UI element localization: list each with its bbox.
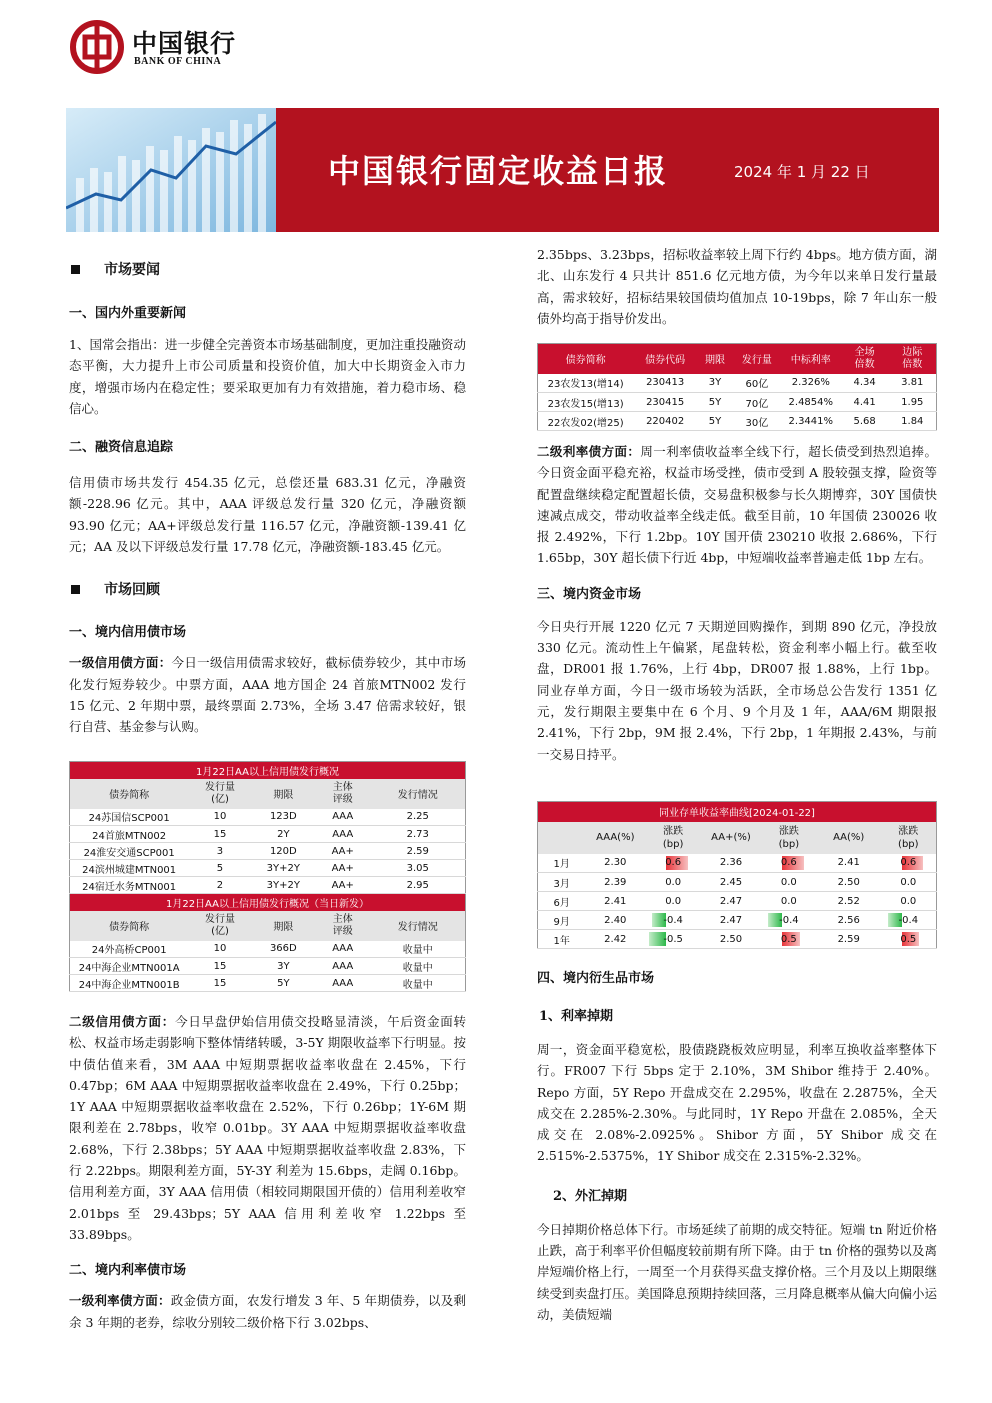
column-header: AA(%) bbox=[817, 822, 881, 854]
bank-logo bbox=[70, 20, 270, 72]
change-cell bbox=[881, 892, 937, 911]
table-header-row bbox=[70, 911, 466, 941]
yield-cell: 2.36 bbox=[701, 854, 761, 873]
paragraph-secondary-rates: 二级利率债方面：周一利率债收益率全线下行，超长债受到热烈追捧。今日资金面平稳充裕，权益市场受挫，债市受到 A 股较强支撑，险资等配置盘继续稳定配置超长债，交易盘积极参与长久期博弈，30Y 国债快速减点成交，带动收益率全线走低。截至目前，10 年国债 230026 收报 2.492%，下行 1.2bp。10Y 国开债 230210 收报 2.686%，下行 1.65bp，30Y 超长债下行近 4bp，中短端收益率普遍走低 1bp 左右。 bbox=[537, 444, 937, 566]
report-banner bbox=[66, 108, 939, 232]
yield-cell: 2.39 bbox=[585, 873, 645, 892]
table-cell: 3Y+2Y bbox=[252, 877, 315, 894]
change-value: -0.4 bbox=[898, 914, 919, 926]
subheading-financing: 二、融资信息追踪 bbox=[69, 440, 174, 456]
table-cell: AAA bbox=[315, 826, 370, 843]
table-cell: AA+ bbox=[315, 860, 370, 877]
table-header-row bbox=[538, 822, 937, 854]
table-cell: 1.84 bbox=[889, 412, 937, 431]
table-cell: 收量中 bbox=[370, 958, 465, 975]
change-value: 0.0 bbox=[900, 876, 917, 888]
column-header: 涨跌 (bp) bbox=[761, 822, 817, 854]
table-row bbox=[70, 941, 466, 958]
change-value: 0.0 bbox=[780, 895, 797, 907]
yield-cell: 2.52 bbox=[817, 892, 881, 911]
table-cell: 120D bbox=[252, 843, 315, 860]
table-cell: 3.05 bbox=[370, 860, 465, 877]
table-row bbox=[538, 412, 937, 431]
table-row bbox=[70, 809, 466, 826]
table-header-row bbox=[70, 779, 466, 809]
table-cell: 5 bbox=[188, 860, 251, 877]
table-row bbox=[70, 975, 466, 992]
yield-cell: 2.41 bbox=[817, 854, 881, 873]
paragraph-primary-rates: 一级利率债方面：政金债方面，农发行增发 3 年、5 年期债券，以及剩余 3 年期的老券，综收分别较二级价格下行 3.02bps、 bbox=[69, 1293, 466, 1330]
table-cell: 3.81 bbox=[889, 374, 937, 393]
bank-of-china-emblem-icon bbox=[70, 20, 124, 74]
change-cell bbox=[881, 930, 937, 949]
table-cell: 2.95 bbox=[370, 877, 465, 894]
square-bullet-icon bbox=[71, 585, 80, 594]
change-value: 0.0 bbox=[780, 876, 797, 888]
change-value: -0.4 bbox=[779, 914, 799, 926]
table-row bbox=[70, 877, 466, 894]
subheading-credit: 一、境内信用债市场 bbox=[69, 625, 187, 641]
table-cell: 24宿迁水务MTN001 bbox=[70, 877, 189, 894]
tenor-cell: 1月 bbox=[538, 854, 586, 873]
subheading-news: 一、国内外重要新闻 bbox=[69, 306, 187, 321]
paragraph-secondary-credit: 二级信用债方面：今日早盘伊始信用债交投略显清淡，午后资金面转松、权益市场走弱影响下整体情绪转暖，3-5Y 期限收益率下行明显。按中债估值来看，3M AAA 中短期票据收益率收盘在 2.45%，下行 0.47bp；6M AAA 中短期票据收益率收盘在 2.49%，下行 0.25bp；1Y AAA 中短期票据收益率收盘在 2.52%，下行 0.26bp；1Y-6M 期限利差在 2.78bps，收窄 0.01bp。3Y AAA 中短期票据收益率收盘 2.68%，下行 2.38bps；5Y AAA 中短期票据收益率收盘 2.83%，下行 2.22bps。期限利差方面，5Y-3Y 利差为 15.6bps，走阔 0.16bp。信用利差方面，3Y AAA 信用债（相较同期限国开债的）信用利差收窄 2.01bps 至 29.43bps；5Y AAA 信用利差收窄 1.22bps 至 33.89bps。 bbox=[69, 1014, 466, 1242]
change-value: 0.5 bbox=[900, 933, 917, 945]
table-cell: 1.95 bbox=[889, 393, 937, 412]
column-header: 发行情况 bbox=[370, 911, 465, 941]
table-cell: 2.326% bbox=[781, 374, 841, 393]
table-cell: 5Y bbox=[697, 393, 733, 412]
table-cell: 5Y bbox=[252, 975, 315, 992]
change-cell bbox=[761, 892, 817, 911]
change-value: 0.6 bbox=[665, 857, 682, 869]
tenor-cell: 1年 bbox=[538, 930, 586, 949]
table-cell: 366D bbox=[252, 941, 315, 958]
column-header bbox=[538, 822, 586, 854]
table-cell: 70亿 bbox=[733, 393, 781, 412]
table-cell: 2.59 bbox=[370, 843, 465, 860]
left-column-continued bbox=[69, 1011, 466, 1333]
column-header: 中标利率 bbox=[781, 344, 841, 374]
tenor-cell: 9月 bbox=[538, 911, 586, 930]
table-cell: 60亿 bbox=[733, 374, 781, 393]
table-cell: 24滨州城建MTN001 bbox=[70, 860, 189, 877]
table-cell: 230413 bbox=[633, 374, 697, 393]
subheading-money-market: 三、境内资金市场 bbox=[537, 586, 642, 602]
change-cell bbox=[881, 911, 937, 930]
subheading-fx-swap: 2、外汇掉期 bbox=[553, 1188, 628, 1204]
table-cell: 5Y bbox=[697, 412, 733, 431]
table-cell: 2.4854% bbox=[781, 393, 841, 412]
table-cell: 收量中 bbox=[370, 975, 465, 992]
table-row bbox=[538, 393, 937, 412]
table-cell: 3Y bbox=[697, 374, 733, 393]
report-date: 2024 年 1 月 22 日 bbox=[734, 163, 870, 181]
column-header: 发行量 (亿) bbox=[188, 779, 251, 809]
column-header: 债券简称 bbox=[70, 911, 189, 941]
change-cell bbox=[881, 873, 937, 892]
table-title-new-issues: 1月22日AA以上信用债发行概况（当日新发） bbox=[70, 894, 466, 911]
yield-cell: 2.41 bbox=[585, 892, 645, 911]
column-header: AAA(%) bbox=[585, 822, 645, 854]
table-cell: 24淮安交通SCP001 bbox=[70, 843, 189, 860]
column-header: 期限 bbox=[697, 344, 733, 374]
table-row bbox=[70, 826, 466, 843]
ncd-yield-curve-table bbox=[537, 801, 937, 949]
change-cell bbox=[645, 892, 701, 911]
change-value: 0.6 bbox=[900, 857, 917, 869]
column-header: 期限 bbox=[252, 911, 315, 941]
table-cell: 10 bbox=[188, 941, 251, 958]
table-cell: 22农发02(增25) bbox=[538, 412, 634, 431]
table-cell: 24首旅MTN002 bbox=[70, 826, 189, 843]
table-cell: AAA bbox=[315, 958, 370, 975]
paragraph-news: 1、国常会指出：进一步健全完善资本市场基础制度，更加注重投融资动态平衡，大力提升上市公司质量和投资价值，加大中长期资金入市力度，增强市场内在稳定性；要采取更加有力有效措施，着力稳市场、稳信心。 bbox=[69, 337, 466, 416]
report-title: 中国银行固定收益日报 bbox=[328, 152, 669, 190]
change-cell bbox=[645, 854, 701, 873]
yield-cell: 2.47 bbox=[701, 892, 761, 911]
table-row bbox=[70, 860, 466, 877]
right-column-derivatives bbox=[537, 967, 937, 1325]
table-cell: 4.41 bbox=[841, 393, 889, 412]
change-cell bbox=[881, 854, 937, 873]
paragraph-local-bonds: 2.35bps、3.23bps，招标收益率较上周下行约 4bps。地方债方面，湖北、山东发行 4 只共计 851.6 亿元地方债，为今年以来单日发行量最高，需求较好，招标结果较国债均值加点 10-19bps，除 7 年山东一般债外均高于指导价发出。 bbox=[537, 247, 937, 326]
right-column bbox=[537, 244, 937, 329]
table-cell: 30亿 bbox=[733, 412, 781, 431]
right-column-continued bbox=[537, 441, 937, 765]
change-value: 0.5 bbox=[780, 933, 797, 945]
table-cell: 4.34 bbox=[841, 374, 889, 393]
change-value: 0.0 bbox=[900, 895, 917, 907]
table-cell: AA+ bbox=[315, 877, 370, 894]
table-row bbox=[538, 873, 937, 892]
table-cell: 10 bbox=[188, 809, 251, 826]
column-header: 债券简称 bbox=[70, 779, 189, 809]
table-cell: 2.25 bbox=[370, 809, 465, 826]
yield-cell: 2.30 bbox=[585, 854, 645, 873]
table-row bbox=[538, 854, 937, 873]
tenor-cell: 3月 bbox=[538, 873, 586, 892]
table-cell: 23农发15(增13) bbox=[538, 393, 634, 412]
table-cell: 5.68 bbox=[841, 412, 889, 431]
yield-cell: 2.42 bbox=[585, 930, 645, 949]
change-value: 0.0 bbox=[665, 876, 682, 888]
change-cell bbox=[645, 930, 701, 949]
column-header: 期限 bbox=[252, 779, 315, 809]
logo-english-name: BANK OF CHINA bbox=[134, 56, 222, 67]
change-cell bbox=[645, 873, 701, 892]
table-row bbox=[538, 911, 937, 930]
change-cell bbox=[761, 930, 817, 949]
table-cell: 2 bbox=[188, 877, 251, 894]
column-header: AA+(%) bbox=[701, 822, 761, 854]
table-row bbox=[70, 843, 466, 860]
table-cell: 24中海企业MTN001B bbox=[70, 975, 189, 992]
table-cell: 123D bbox=[252, 809, 315, 826]
paragraph-fx-swap: 今日掉期价格总体下行。市场延续了前期的成交特征。短端 tn 附近价格止跌，高于利率平价但幅度较前期有所下降。由于 tn 价格的强势以及离岸短端价格上行，一周至一个月获得买盘支撑价格。三个月及以上期限继续受到卖盘打压。美国降息预期持续回落，三月降息概率从偏大向偏小运动，美债短端 bbox=[537, 1221, 938, 1322]
yield-cell: 2.40 bbox=[585, 911, 645, 930]
table-row bbox=[538, 374, 937, 393]
change-value: -0.5 bbox=[663, 933, 683, 945]
change-value: -0.4 bbox=[663, 914, 683, 926]
table-title: 同业存单收益率曲线[2024-01-22] bbox=[538, 802, 937, 822]
paragraph-financing: 信用债市场共发行 454.35 亿元，总偿还量 683.31 亿元，净融资额-228.96 亿元。其中，AAA 评级总发行量 320 亿元，净融资额 93.90 亿元；AA+评级总发行量 116.57 亿元，净融资额-139.41 亿元；AA 及以下评级总发行量 17.78 亿元，净融资额-183.45 亿元。 bbox=[69, 475, 466, 555]
column-header: 全场 倍数 bbox=[841, 344, 889, 374]
table-cell: 23农发13(增14) bbox=[538, 374, 634, 393]
yield-cell: 2.45 bbox=[701, 873, 761, 892]
table-cell: 2.73 bbox=[370, 826, 465, 843]
table-row bbox=[70, 958, 466, 975]
paragraph-primary-credit: 一级信用债方面：今日一级信用债需求较好，截标债券较少，其中市场化发行短券较少。中票方面，AAA 地方国企 24 首旅MTN002 发行 15 亿元、2 年期中票，最终票面 2.73%，全场 3.47 倍需求较好，银行自营、基金参与认购。 bbox=[69, 655, 466, 735]
table-cell: 3 bbox=[188, 843, 251, 860]
policy-bond-tender-table bbox=[537, 343, 937, 431]
change-cell bbox=[761, 854, 817, 873]
table-cell: AAA bbox=[315, 809, 370, 826]
column-header: 债券简称 bbox=[538, 344, 634, 374]
table-cell: 24中海企业MTN001A bbox=[70, 958, 189, 975]
table-cell: 220402 bbox=[633, 412, 697, 431]
table-row bbox=[538, 892, 937, 911]
table-cell: AAA bbox=[315, 941, 370, 958]
table-cell: 3Y+2Y bbox=[252, 860, 315, 877]
yield-cell: 2.50 bbox=[817, 873, 881, 892]
tenor-cell: 6月 bbox=[538, 892, 586, 911]
table-cell: 15 bbox=[188, 826, 251, 843]
table-cell: AA+ bbox=[315, 843, 370, 860]
change-cell bbox=[645, 911, 701, 930]
yield-cell: 2.47 bbox=[701, 911, 761, 930]
financial-chart-image bbox=[66, 108, 276, 232]
subheading-irs: 1、利率掉期 bbox=[539, 1009, 614, 1024]
column-header: 边际 倍数 bbox=[889, 344, 937, 374]
table-row bbox=[538, 930, 937, 949]
column-header: 主体 评级 bbox=[315, 911, 370, 941]
table-title: 1月22日AA以上信用债发行概况 bbox=[70, 762, 466, 779]
column-header: 发行情况 bbox=[370, 779, 465, 809]
change-cell bbox=[761, 911, 817, 930]
table-cell: 230415 bbox=[633, 393, 697, 412]
table-cell: 24苏国信SCP001 bbox=[70, 809, 189, 826]
table-header-row bbox=[538, 344, 937, 374]
column-header: 发行量 (亿) bbox=[188, 911, 251, 941]
subheading-derivatives: 四、境内衍生品市场 bbox=[537, 971, 655, 986]
credit-issuance-table bbox=[69, 761, 466, 992]
yield-cell: 2.50 bbox=[701, 930, 761, 949]
section-heading-review: 市场回顾 bbox=[69, 579, 466, 599]
table-cell: 收量中 bbox=[370, 941, 465, 958]
paragraph-irs: 周一，资金面平稳宽松，股债跷跷板效应明显，利率互换收益率整体下行。FR007 下行 5bps 定于 2.10%，3M Shibor 维持于 2.40%。Repo 方面，5Y Repo 开盘成交在 2.295%，收盘在 2.2875%，全天成交在 2.285%-2.30%。与此同时，1Y Repo 开盘在 2.085%，全天成交在 2.08%-2.0925%。Shibor 方面，5Y Shibor 成交在 2.515%-2.5375%，1Y Shibor 成交在 2.315%-2.32%。 bbox=[537, 1042, 937, 1164]
paragraph-money-market: 今日央行开展 1220 亿元 7 天期逆回购操作，到期 890 亿元，净投放 330 亿元。流动性上午偏紧，尾盘转松，资金利率小幅上行。截至收盘，DR001 报 1.76%，上行 4bp，DR007 报 1.88%，上行 1bp。同业存单方面，今日一级市场较为活跃，全市场总公告发行 1351 亿元，发行期限主要集中在 6 个月、9 个月及 1 年，AAA/6M 期限报 2.41%，下行 2bp，9M 报 2.4%，下行 2bp，1 年期报 2.43%，与前一交易日持平。 bbox=[537, 618, 937, 762]
square-bullet-icon bbox=[71, 265, 80, 274]
change-value: 0.0 bbox=[665, 895, 682, 907]
table-cell: AAA bbox=[315, 975, 370, 992]
table-cell: 2Y bbox=[252, 826, 315, 843]
section-heading-news: 市场要闻 bbox=[69, 259, 466, 279]
table-cell: 24外高桥CP001 bbox=[70, 941, 189, 958]
change-cell bbox=[761, 873, 817, 892]
table-cell: 15 bbox=[188, 958, 251, 975]
change-value: 0.6 bbox=[780, 857, 797, 869]
column-header: 涨跌 (bp) bbox=[645, 822, 701, 854]
table-cell: 15 bbox=[188, 975, 251, 992]
yield-cell: 2.56 bbox=[817, 911, 881, 930]
column-header: 债券代码 bbox=[633, 344, 697, 374]
logo-chinese-name: 中国银行 bbox=[132, 29, 237, 58]
column-header: 主体 评级 bbox=[315, 779, 370, 809]
left-column bbox=[69, 259, 466, 738]
column-header: 发行量 bbox=[733, 344, 781, 374]
table-cell: 2.3441% bbox=[781, 412, 841, 431]
subheading-rates: 二、境内利率债市场 bbox=[69, 1263, 187, 1279]
yield-cell: 2.59 bbox=[817, 930, 881, 949]
column-header: 涨跌 (bp) bbox=[881, 822, 937, 854]
table-cell: 3Y bbox=[252, 958, 315, 975]
